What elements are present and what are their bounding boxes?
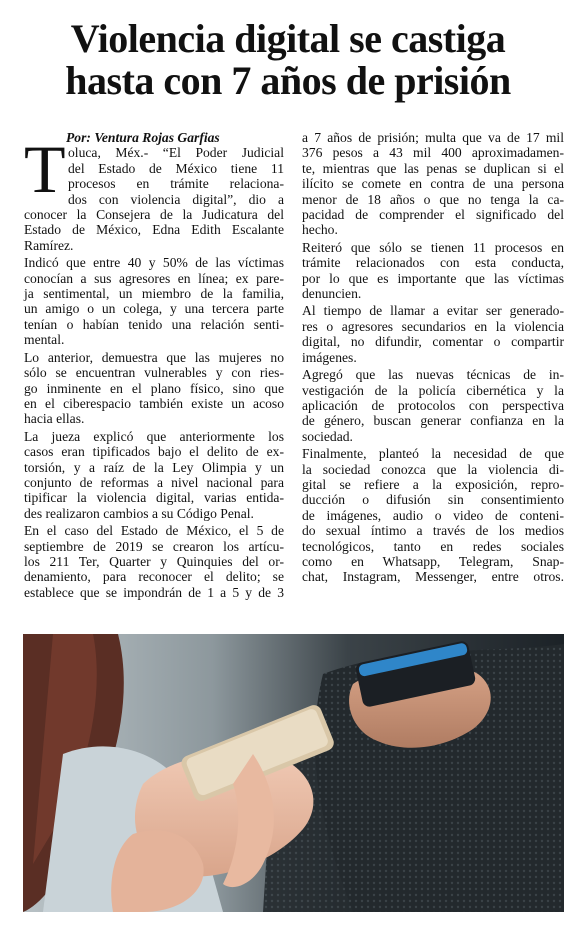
text-line: imágenes. (302, 349, 357, 365)
text-line: En el caso del Estado de México, el 5 de (24, 523, 284, 539)
text-line: un amigo o un colega, y una tercera parte (24, 301, 284, 317)
paragraph (302, 367, 564, 444)
text-line: conocer la Consejera de la Judicatura del (24, 207, 284, 223)
text-line: procesos en trámite relaciona- (68, 176, 284, 192)
text-line: en el ciberespacio también existe un acoso (24, 395, 284, 411)
text-line: de género, buscan generar confianza en la (302, 413, 564, 429)
text-line: mental. (24, 332, 65, 348)
text-line: Estado de México, Edna Edith Escalante (24, 222, 284, 238)
paragraph (302, 240, 564, 302)
text-line: hecho. (302, 222, 338, 238)
article-headline (0, 18, 576, 102)
text-line: ilícito se comete en contra de una persona (302, 176, 564, 192)
text-line: digital, no difundir, comentar o compartir (302, 334, 564, 350)
text-line: Reiteró que sólo se tienen 11 procesos en (302, 239, 564, 255)
headline-line-1: Violencia digital se castiga (70, 16, 506, 61)
text-line: Ramírez. (24, 237, 74, 253)
text-line: Agregó que las nuevas técnicas de in- (302, 367, 564, 383)
text-line: te, mientras que las penas se duplican si el (302, 160, 564, 176)
text-line: menor de 18 años o que no tenga la ca- (302, 191, 564, 207)
text-line: Indicó que entre 40 y 50% de las víctimas (24, 255, 284, 271)
photo-illustration (23, 634, 564, 912)
text-line: pacidad de comprender el significado del (302, 207, 564, 223)
text-line: septiembre de 2019 se crearon los artícu- (24, 538, 284, 554)
text-line: des realizaron cambios a su Código Penal. (24, 505, 254, 521)
text-line: hacia ellas. (24, 411, 85, 427)
paragraph (24, 429, 284, 521)
text-line: la sociedad conozca que la violencia di- (302, 461, 564, 477)
headline-line-2: hasta con 7 años de prisión (65, 58, 511, 103)
text-line: Lo anterior, demuestra que las mujeres no (24, 349, 284, 365)
byline: Por: Ventura Rojas Garfias (66, 130, 220, 145)
text-line: oluca, Méx.- “El Poder Judicial (68, 145, 284, 161)
text-line: go inminente en el plano físico, sino que (24, 380, 284, 396)
left-column (24, 130, 284, 602)
right-column (302, 130, 564, 587)
text-line: gital se refiere a la exposición, repro- (302, 476, 564, 492)
text-line: dos con violencia digital”, dio a (68, 191, 284, 207)
text-line: denuncien. (302, 286, 362, 302)
text-line: torsión, y a raíz de la Ley Olimpia y un (24, 459, 284, 475)
text-line: 376 pesos a 43 mil 400 aproximadamen- (302, 145, 564, 161)
text-line: trámite relacionados con esta conducta, (302, 255, 564, 271)
paragraph (302, 446, 564, 585)
text-line: La jueza explicó que anteriormente los (24, 428, 284, 444)
text-line: los 211 Ter, Quarter y Quinquies del or- (24, 553, 284, 569)
text-line: vestigación de la policía cibernética y la (302, 382, 564, 398)
text-line: del Estado de México tiene 11 (68, 160, 284, 176)
text-line: denamiento, para reconocer el delito; se (24, 569, 284, 585)
text-line: como en Whatsapp, Telegram, Snap- (302, 553, 564, 569)
paragraph (24, 350, 284, 427)
text-line: tipificar la violencia digital, varias entida- (24, 490, 284, 506)
text-line: casos eran tipificados bajo el delito de ex- (24, 444, 284, 460)
text-line: aplicación de protocolos con perspectiva (302, 397, 564, 413)
paragraph (302, 130, 564, 238)
text-line: sólo se encuentran vulnerables y con ries- (24, 365, 284, 381)
text-line: Finalmente, planteó la necesidad de que (302, 446, 564, 462)
text-line: sociedad. (302, 428, 353, 444)
text-line: res o agresores secundarios en la violencia (302, 318, 564, 334)
paragraph (24, 523, 284, 600)
paragraph (302, 303, 564, 365)
text-line: de imágenes, audio o video de conteni- (302, 507, 564, 523)
text-line: conjunto de reformas a nivel nacional para (24, 474, 284, 490)
paragraph (24, 255, 284, 347)
drop-cap: T (24, 131, 66, 208)
text-line: ja sentimental, un miembro de la familia, (24, 286, 284, 302)
text-line: a 7 años de prisión; multa que va de 17 mil (302, 130, 564, 145)
text-line: Al tiempo de llamar a evitar ser generado- (302, 303, 564, 319)
text-line: ducción o difusión sin consentimiento (302, 492, 564, 508)
text-line: do sexual íntimo a través de los medios (302, 523, 564, 539)
text-line: establece que se impondrán de 1 a 5 y de 3 (24, 584, 284, 600)
text-line: chat, Instagram, Messenger, entre otros. (302, 569, 564, 585)
text-line: por lo que es importante que las víctimas (302, 270, 564, 286)
text-line: tenían o habían tenido una relación senti- (24, 316, 284, 332)
text-line: conocían a sus agresores en línea; ex pare- (24, 270, 284, 286)
text-line: tecnológicos, tanto en redes sociales (302, 538, 564, 554)
article-photo-hands-smartphones (23, 634, 564, 912)
